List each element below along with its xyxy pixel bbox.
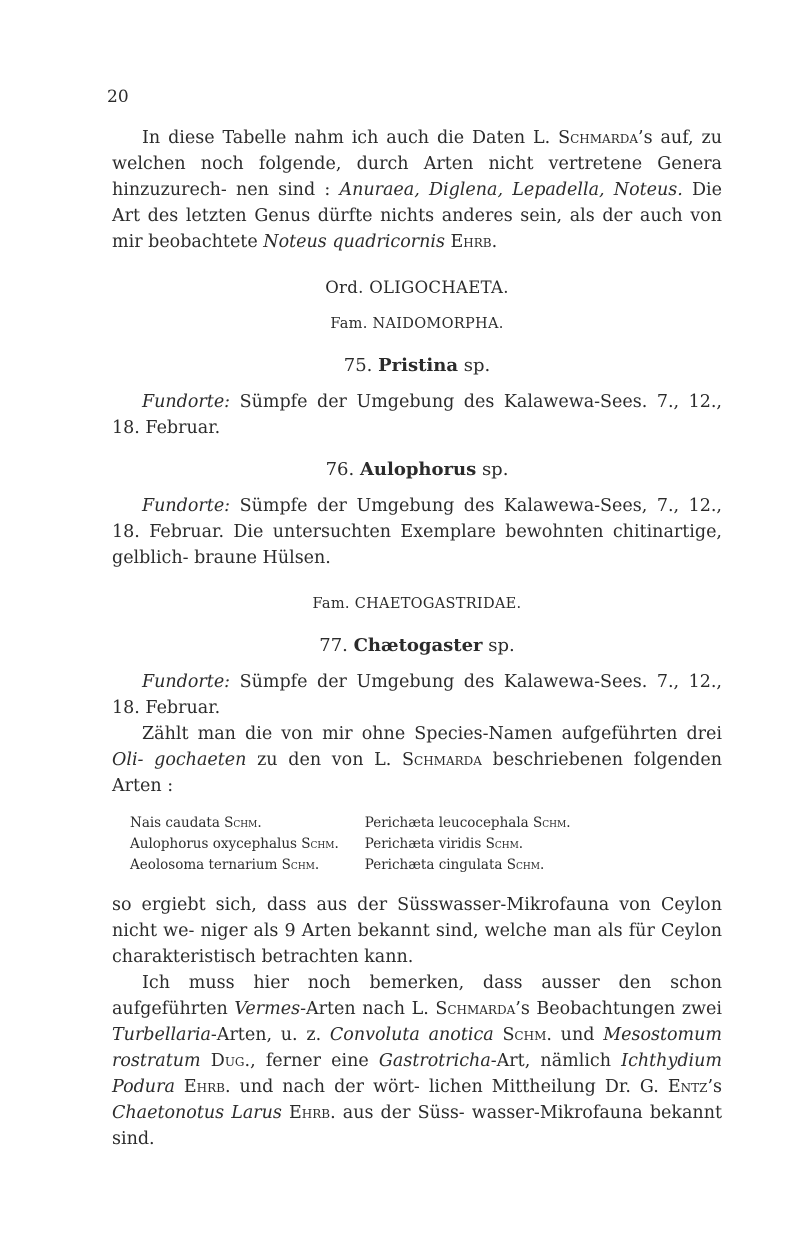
text: In diese Tabelle nahm ich auch die Daten L. <box>142 128 559 148</box>
text: , ferner eine <box>250 1051 379 1071</box>
author-abbrev: Schm. <box>296 836 339 852</box>
table-cell <box>130 813 365 834</box>
author-abbrev: Dug. <box>200 1051 251 1071</box>
locality-75 <box>112 389 722 441</box>
species-name: Perichæta leucocephala <box>364 815 529 831</box>
family-heading: Fam. CHAETOGASTRIDAE. <box>312 596 522 612</box>
taxon-name: Mesostomum rostratum <box>112 1025 722 1071</box>
text: ’s <box>707 1077 723 1097</box>
species-table <box>130 813 596 876</box>
taxon-name: Gastrotricha <box>378 1051 491 1071</box>
species-suffix: sp. <box>482 635 515 656</box>
species-name: Aeolosoma ternarium <box>130 857 278 873</box>
author-abbrev: Schm. <box>493 1025 552 1045</box>
species-heading-77 <box>112 633 722 659</box>
species-heading-76 <box>112 457 722 483</box>
text: ’s Beobachtungen zwei <box>515 999 722 1019</box>
text: beschriebenen folgenden Arten : <box>112 750 722 796</box>
table-row <box>130 813 596 834</box>
conclusion-paragraph: so ergiebt sich, dass aus der Süsswasser-Mikrofauna von Ceylon nicht we- niger als 9 Arten bekannt sind, welche man als für Ceylon charakteristisch betrachten kann. <box>112 895 722 967</box>
table-cell <box>365 834 597 855</box>
text: zu den von L. <box>246 750 403 770</box>
table-cell <box>130 834 365 855</box>
table-row <box>130 834 596 855</box>
table-cell <box>130 855 365 876</box>
locality-76 <box>112 493 722 571</box>
count-paragraph <box>112 721 722 799</box>
text: ’s auf, zu welchen noch folgende, durch Arten nicht vertretene Genera hinzuzurech- nen sind : <box>112 128 723 200</box>
text: -Arten nach L. <box>300 999 436 1019</box>
taxon-name: Ichthydium Podura <box>112 1051 722 1097</box>
author-name: Schmarda <box>435 999 516 1019</box>
author-abbrev: Schm. <box>219 815 262 831</box>
taxon-name: Convoluta anotica <box>329 1025 494 1045</box>
species-genus: Chætogaster <box>353 635 483 656</box>
text: Zählt man die von mir ohne Species-Namen aufgeführten drei <box>142 724 722 744</box>
author-abbrev: Schm. <box>528 815 571 831</box>
species-suffix: sp. <box>476 459 509 480</box>
family-heading: Fam. NAIDOMORPHA. <box>330 316 504 332</box>
locality-label: Fundorte: <box>142 496 231 516</box>
species-name: Perichæta cingulata <box>364 857 503 873</box>
species-suffix: sp. <box>458 355 491 376</box>
text: -Art, nämlich <box>490 1051 622 1071</box>
species-name: Nais caudata <box>130 815 220 831</box>
species-number: 76. <box>325 459 360 480</box>
author-abbrev: Schm. <box>502 857 545 873</box>
final-paragraph <box>112 970 722 1152</box>
species-genus: Aulophorus <box>359 459 477 480</box>
species-name: Perichæta viridis <box>364 836 482 852</box>
page-body <box>112 125 722 1152</box>
species-name: Aulophorus oxycephalus <box>130 836 297 852</box>
text: Die Art des letzten Genus dürfte nichts anderes sein, als der auch von mir beobachtete <box>112 180 723 252</box>
table-cell <box>365 813 597 834</box>
page-number: 20 <box>107 87 129 107</box>
author-abbrev: Ehrb. <box>174 1077 231 1097</box>
text: -Arten, u. z. <box>210 1025 330 1045</box>
genera-list: Anuraea, Diglena, Lepadella, Noteus. <box>339 180 683 200</box>
author-abbrev: Schm. <box>481 836 524 852</box>
taxon-name: Vermes <box>234 999 301 1019</box>
author-name: Schmarda <box>558 128 639 148</box>
table-row <box>130 855 596 876</box>
taxon-name: Turbellaria <box>112 1025 211 1045</box>
intro-paragraph <box>112 125 722 255</box>
text: Ich muss hier noch bemerken, dass ausser den schon aufgeführten <box>112 973 722 1019</box>
author-abbrev: Ehrb. <box>281 1103 336 1123</box>
locality-77 <box>112 669 722 721</box>
taxon-name: Oli- gochaeten <box>112 750 247 770</box>
author-name: Schmarda <box>402 750 482 770</box>
text: und <box>551 1025 604 1045</box>
species-genus: Pristina <box>378 355 459 376</box>
taxon-name: Chaetonotus Larus <box>112 1103 282 1123</box>
locality-text: Sümpfe der Umgebung des Kalawewa-Sees. 7., 12., 18. Februar. <box>112 392 722 438</box>
text: und nach der wört- lichen Mittheilung Dr. G. <box>230 1077 668 1097</box>
author-abbrev: Schm. <box>277 857 320 873</box>
species-number: 75. <box>343 355 379 376</box>
locality-label: Fundorte: <box>142 392 231 412</box>
author-abbrev: Ehrb. <box>444 232 498 252</box>
text: aus der Süss- wasser-Mikrofauna bekannt sind. <box>112 1103 722 1149</box>
species-name: Noteus quadricornis <box>263 232 445 252</box>
species-heading-75 <box>112 353 722 379</box>
author-name: Entz <box>667 1077 708 1097</box>
species-number: 77. <box>319 635 354 656</box>
locality-text: Sümpfe der Umgebung des Kalawewa-Sees, 7., 12., 18. Februar. Die untersuchten Exemplare bewohnten chitinartige, gelblich- braune Hülsen. <box>112 496 722 568</box>
table-cell <box>365 855 597 876</box>
locality-label: Fundorte: <box>142 672 231 692</box>
locality-text: Sümpfe der Umgebung des Kalawewa-Sees. 7., 12., 18. Februar. <box>112 672 722 718</box>
order-heading: Ord. OLIGOCHAETA. <box>325 278 509 297</box>
